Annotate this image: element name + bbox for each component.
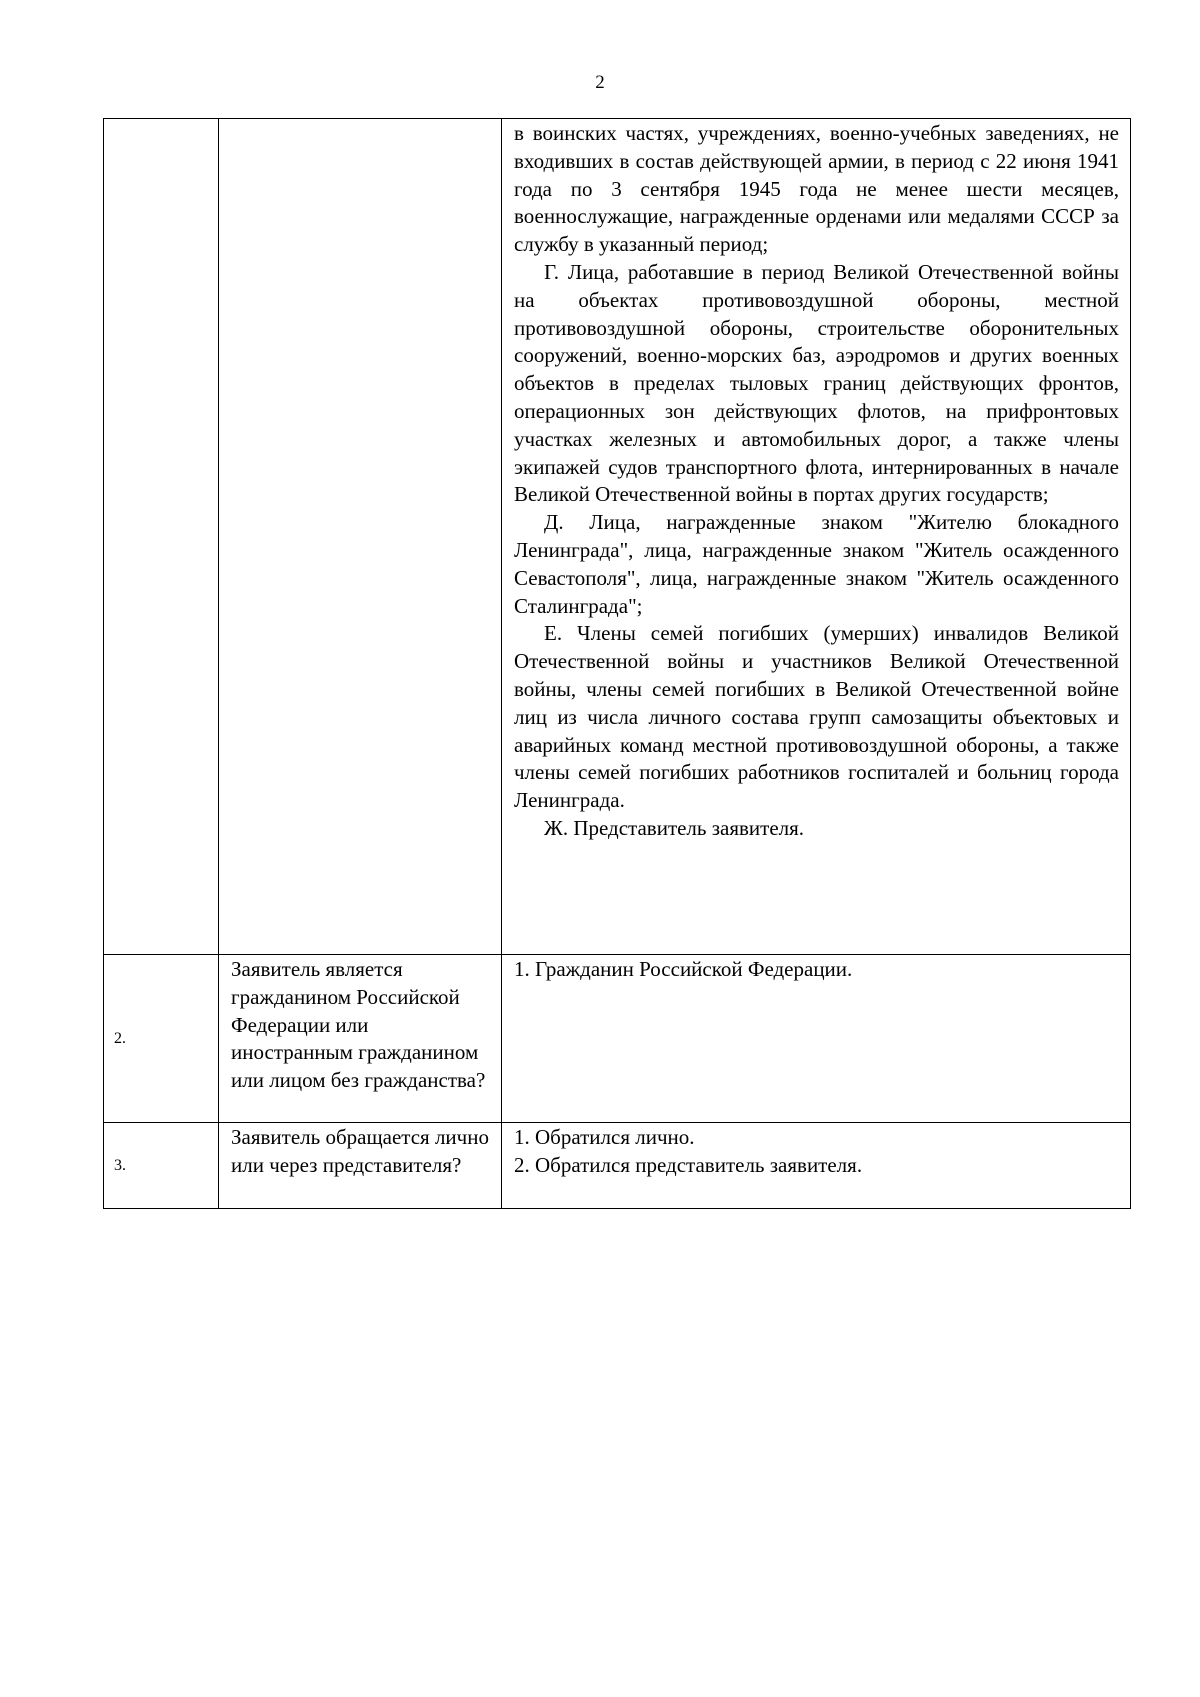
question-cell: Заявитель обращается лично или через представителя? [219, 1123, 502, 1209]
page-number: 2 [595, 72, 605, 93]
table-row [104, 955, 1131, 1123]
table-row [104, 119, 1131, 955]
answer-paragraph: Г. Лица, работавшие в период Великой Отечественной войны на объектах противовоздушной обороны, местной противовоздушной обороны, строительстве оборонительных сооружений, военно-морских баз, аэродромов и других военных объектов в пределах тыловых границ действующих фронтов, операционных зон действующих флотов, на прифронтовых участках железных и автомобильных дорог, а также члены экипажей судов транспортного флота, интернированных в начале Великой Отечественной войны в портах других государств; [514, 259, 1119, 507]
table-row [104, 1123, 1131, 1209]
answer-paragraph: в воинских частях, учреждениях, военно-учебных заведениях, не входивших в состав действующей армии, в период с 22 июня 1941 года по 3 сентября 1945 года не менее шести месяцев, военнослужащие, награжденные орденами или медалями СССР за службу в указанный период; [514, 121, 1119, 257]
answer-paragraph: 1. Обратился лично. [514, 1125, 695, 1149]
answer-paragraph: 1. Гражданин Российской Федерации. [514, 957, 853, 981]
row-number-cell: 3. [104, 1123, 219, 1209]
answer-cell [502, 955, 1131, 1123]
criteria-table [103, 118, 1131, 1209]
answer-cell [502, 119, 1131, 955]
answer-paragraph: 2. Обратился представитель заявителя. [514, 1152, 863, 1177]
question-cell: Заявитель является гражданином Российской Федерации или иностранным гражданином или лицом без гражданства? [219, 955, 502, 1123]
row-number-cell [104, 119, 219, 955]
answer-paragraph: Д. Лица, награжденные знаком "Жителю блокадного Ленинграда", лица, награжденные знаком "Житель осажденного Севастополя", лица, награжденные знаком "Житель осажденного Сталинграда"; [514, 510, 1119, 618]
answer-cell [502, 1123, 1131, 1209]
answer-paragraph: Е. Члены семей погибших (умерших) инвалидов Великой Отечественной войны и участников Великой Отечественной войны, члены семей погибших в Великой Отечественной войне лиц из числа личного состава групп самозащиты объектовых и аварийных команд местной противовоздушной обороны, а также члены семей погибших работников госпиталей и больниц города Ленинграда. [514, 621, 1119, 813]
row-number-cell: 2. [104, 955, 219, 1123]
question-cell [219, 119, 502, 955]
answer-paragraph: Ж. Представитель заявителя. [544, 815, 805, 840]
